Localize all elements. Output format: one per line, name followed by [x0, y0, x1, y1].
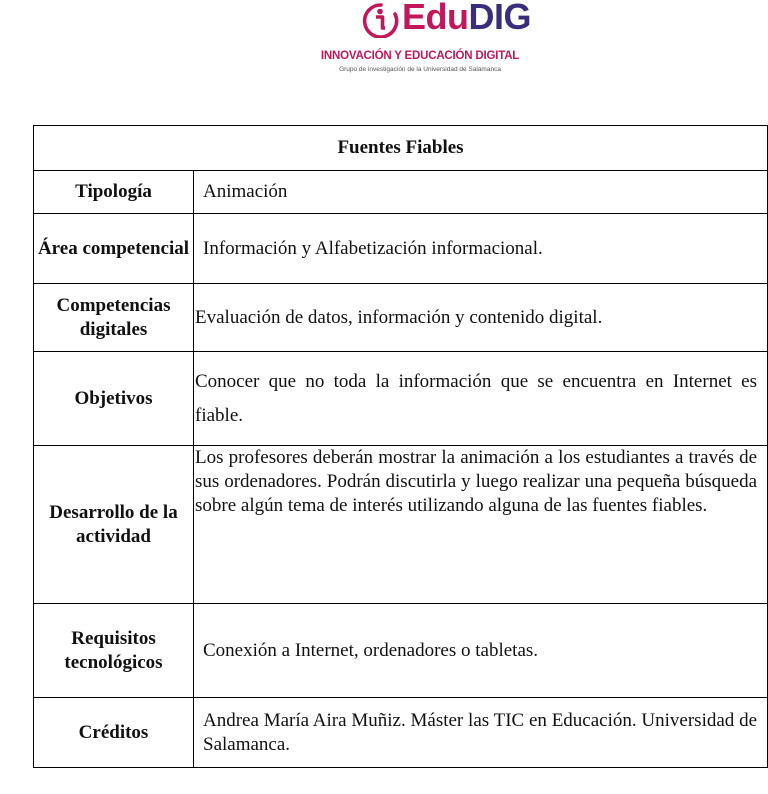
row-label-creditos: Créditos	[34, 698, 194, 768]
table-row	[34, 352, 768, 446]
edudig-logo	[316, 0, 532, 82]
table-title-row	[34, 126, 768, 171]
logo-tagline: INNOVACIÓN Y EDUCACIÓN DIGITAL	[320, 50, 520, 62]
row-label-area-competencial: Área competencial	[34, 214, 194, 284]
row-value-desarrollo: Los profesores deberán mostrar la animación a los estudiantes a través de sus ordenadores. Podrán discutirla y luego realizar una pequeña búsqueda sobre algún tema de interés utilizando alguna de las fuentes fiables.	[194, 446, 768, 604]
row-value-requisitos: Conexión a Internet, ordenadores o tabletas.	[194, 604, 768, 698]
row-value-tipologia: Animación	[194, 171, 768, 214]
row-label-competencias-digitales: Competencias digitales	[34, 284, 194, 352]
logo-wordmark-edu: Edu	[402, 0, 469, 37]
row-value-competencias-digitales: Evaluación de datos, información y contenido digital.	[194, 284, 768, 352]
activity-table	[33, 125, 768, 768]
logo-subtitle: Grupo de investigación de la Universidad de Salamanca	[339, 66, 501, 73]
row-value-area-competencial: Información y Alfabetización informacional.	[194, 214, 768, 284]
row-label-desarrollo: Desarrollo de la actividad	[34, 446, 194, 604]
logo-wordmark-dig: DIG	[468, 0, 532, 37]
table-row	[34, 171, 768, 214]
table-row	[34, 604, 768, 698]
table-row	[34, 284, 768, 352]
logo-wordmark	[402, 0, 531, 38]
row-value-creditos: Andrea María Aira Muñiz. Máster las TIC en Educación. Universidad de Salamanca.	[194, 698, 768, 768]
row-label-requisitos: Requisitos tecnológicos	[34, 604, 194, 698]
row-value-objetivos: Conocer que no toda la información que se encuentra en Internet es fiable.	[194, 352, 768, 446]
row-label-tipologia: Tipología	[34, 171, 194, 214]
row-label-objetivos: Objetivos	[34, 352, 194, 446]
table-title: Fuentes Fiables	[34, 126, 768, 171]
table-row	[34, 446, 768, 604]
table-row	[34, 698, 768, 768]
table-row	[34, 214, 768, 284]
info-circle-icon	[360, 2, 400, 38]
